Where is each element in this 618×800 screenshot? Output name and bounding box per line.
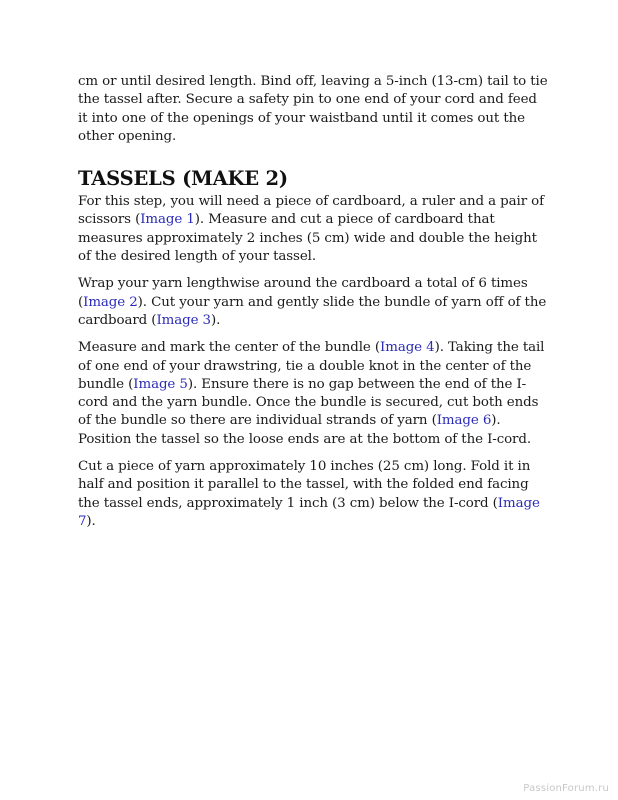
image-5-link[interactable]: Image 5 — [133, 376, 188, 392]
intro-paragraph: cm or until desired length. Bind off, leaving a 5-inch (13-cm) tail to tie the tassel after. Secure a safety pin to one end of your cord and feed it into one of the openings of your waistband until it comes out the other opening. — [78, 74, 548, 144]
paragraph-text: ). Cut your yarn and gently slide the bundle of yarn off of the cardboard ( — [78, 294, 547, 328]
paragraph-text: Wrap your yarn lengthwise around the cardboard a total of 6 times ( — [78, 276, 528, 310]
paragraph-text: ). Ensure there is no gap between the end of the I-cord and the yarn bundle. Once the bundle is secured, cut both ends of the bundle so there are individual strands of yarn ( — [78, 376, 539, 429]
paragraph-text: Measure and mark the center of the bundle ( — [78, 340, 381, 356]
section-heading: TASSELS (MAKE 2) — [78, 167, 288, 191]
paragraph-text: ). — [210, 312, 221, 328]
paragraph-text: ). Taking the tail of one end of your drawstring, tie a double knot in the center of the bundle ( — [78, 340, 545, 392]
paragraph-text: For this step, you will need a piece of cardboard, a ruler and a pair of scissors ( — [78, 194, 544, 228]
image-3-link[interactable]: Image 3 — [156, 312, 211, 328]
image-7-link[interactable]: Image 7 — [78, 495, 540, 529]
paragraph-text: ). Position the tassel so the loose ends are at the bottom of the I-cord. — [78, 413, 531, 447]
paragraph-wrap-yarn — [78, 275, 548, 330]
image-4-link[interactable]: Image 4 — [380, 340, 435, 356]
paragraph-text: ). Measure and cut a piece of cardboard that measures approximately 2 inches (5 cm) wide and double the height of the desired length of your tassel. — [78, 212, 537, 265]
image-2-link[interactable]: Image 2 — [83, 294, 138, 310]
paragraph-measure-center — [78, 339, 548, 449]
watermark: PassionForum.ru — [523, 783, 609, 794]
paragraph-cut-yarn — [78, 458, 548, 531]
paragraph-text: ). — [86, 513, 96, 529]
document-page — [78, 73, 548, 531]
image-6-link[interactable]: Image 6 — [436, 413, 492, 429]
paragraph-text: Cut a piece of yarn approximately 10 inches (25 cm) long. Fold it in half and position it parallel to the tassel, with the folded end facing the tassel ends, approximately 1 inch (3 cm) below the I-cord ( — [78, 459, 531, 511]
image-1-link[interactable]: Image 1 — [140, 212, 195, 228]
paragraph-cardboard — [78, 193, 548, 266]
